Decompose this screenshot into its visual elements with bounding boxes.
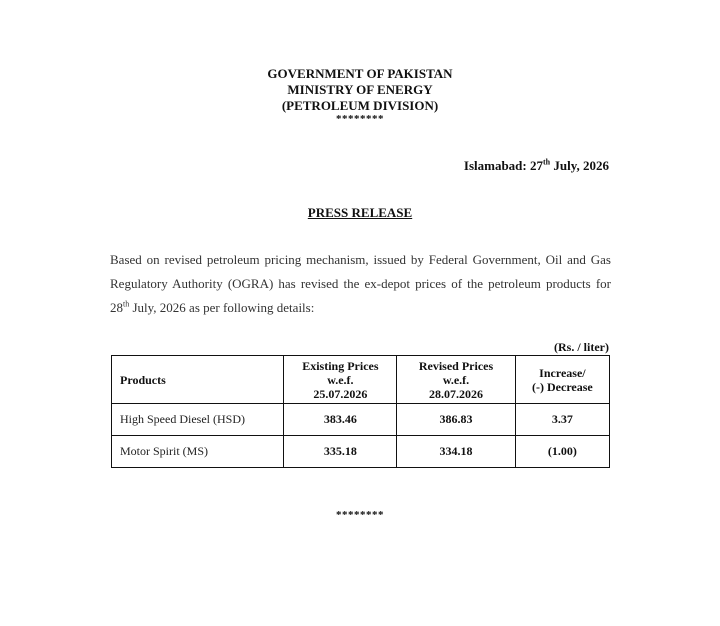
product-cell: Motor Spirit (MS) xyxy=(112,436,284,468)
dateline-suffix: th xyxy=(543,157,551,167)
header-separator: ******** xyxy=(336,113,384,125)
ministry-line: MINISTRY OF ENERGY xyxy=(287,82,433,97)
body-text-part1: Based on revised petroleum pricing mechanism, issued by Federal Government, Oil and Gas Regulatory Authority (OGRA) has revised the ex-depot prices of the petroleum products for 28 xyxy=(110,252,611,315)
dateline xyxy=(464,158,609,174)
products-header: Products xyxy=(112,356,284,404)
revised-header-line2: w.e.f. xyxy=(442,372,470,387)
table-row xyxy=(112,436,610,468)
change-header xyxy=(515,356,609,404)
body-suffix: th xyxy=(123,299,130,309)
change-header-line1: Increase/ xyxy=(539,365,586,380)
revised-price-cell: 386.83 xyxy=(397,404,516,436)
change-cell: (1.00) xyxy=(515,436,609,468)
existing-header-line1: Existing Prices xyxy=(302,358,379,373)
revised-price-cell: 334.18 xyxy=(397,436,516,468)
division-line: (PETROLEUM DIVISION) xyxy=(281,98,439,113)
footer-separator: ******** xyxy=(336,509,384,521)
existing-price-cell: 383.46 xyxy=(284,404,397,436)
revised-header-line3: 28.07.2026 xyxy=(429,386,483,401)
government-line: GOVERNMENT OF PAKISTAN xyxy=(267,66,453,81)
letterhead xyxy=(0,66,720,124)
existing-price-cell: 335.18 xyxy=(284,436,397,468)
unit-note: (Rs. / liter) xyxy=(554,340,609,354)
page-title: PRESS RELEASE xyxy=(307,205,413,220)
revised-prices-header xyxy=(397,356,516,404)
existing-header-line2: w.e.f. xyxy=(327,372,354,387)
revised-header-line1: Revised Prices xyxy=(418,358,494,373)
dateline-place: Islamabad: 27 xyxy=(463,158,543,173)
existing-header-line3: 25.07.2026 xyxy=(313,386,368,401)
change-header-line2: (-) Decrease xyxy=(532,379,593,394)
body-paragraph xyxy=(110,248,611,320)
price-table xyxy=(111,355,610,468)
change-cell: 3.37 xyxy=(515,404,609,436)
table-row xyxy=(112,404,610,436)
dateline-date: July, 2026 xyxy=(550,158,609,173)
product-cell: High Speed Diesel (HSD) xyxy=(112,404,284,436)
existing-prices-header xyxy=(284,356,397,404)
body-text-part2: July, 2026 as per following details: xyxy=(129,300,315,315)
table-header-row xyxy=(112,356,610,404)
